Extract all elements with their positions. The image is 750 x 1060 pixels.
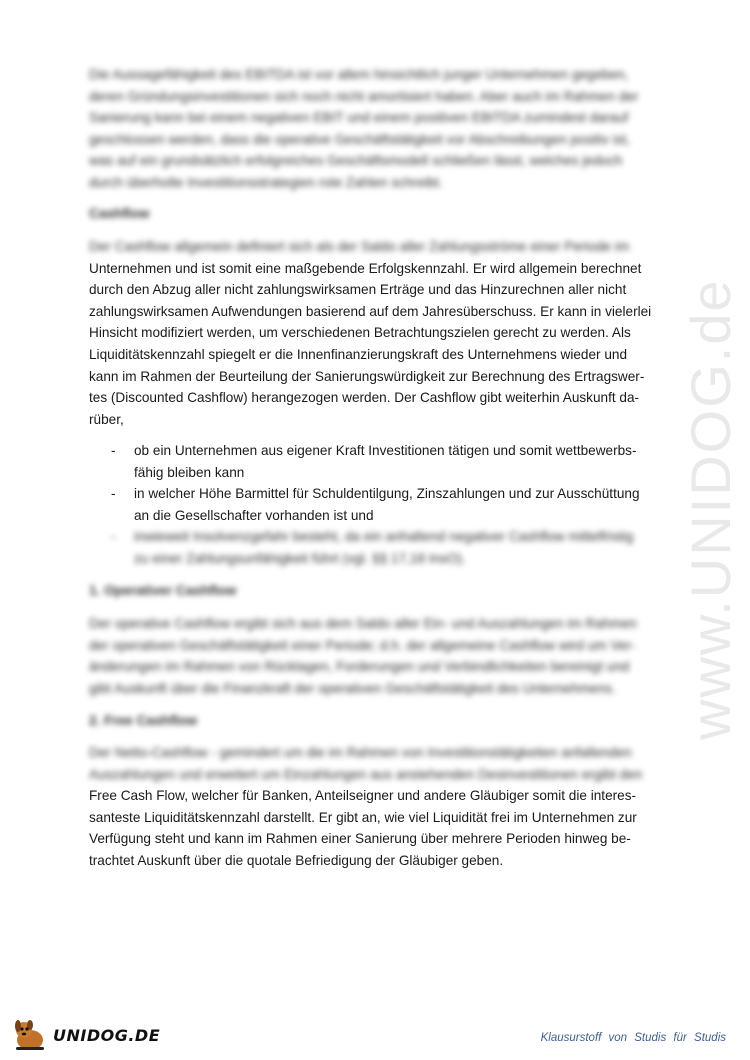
bullet-dash: - xyxy=(111,529,116,545)
text-line: deren Gründungsinvestitionen sich noch nicht amortisiert haben. Aber auch im Rahmen der xyxy=(89,88,639,104)
text-line: rüber, xyxy=(89,411,124,427)
list-item xyxy=(89,440,669,483)
heading-operativer-cashflow: 1. Operativer Cashflow xyxy=(89,583,237,598)
text-line: Liquiditätskennzahl spiegelt er die Innenfinanzierungskraft des Unternehmens wieder und xyxy=(89,346,628,362)
text-line: Der Netto-Cashflow - gemindert um die im Rahmen von Investitionstätigkeiten anfallenden xyxy=(89,745,632,760)
text-line: der operativen Geschäftstätigkeit einer Periode; d.h. der allgemeine Cashflow wird um Ver- xyxy=(89,637,636,653)
logo-text: UNIDOG.DE xyxy=(53,1026,161,1045)
heading-cashflow: Cashflow xyxy=(89,206,150,221)
text-line: durch den Abzug aller nicht zahlungswirksamen Erträge und das Hinzurechnen aller nicht xyxy=(89,282,627,298)
text-line: Unternehmen und ist somit eine maßgebende Erfolgskennzahl. Er wird allgemein berechnet xyxy=(89,260,642,276)
watermark: www.UNIDOG.de xyxy=(679,278,742,740)
text-line: inwieweit Insolvenzgefahr besteht, da ein anhaltend negativer Cashflow mittelfristig xyxy=(134,529,634,545)
text-line: Auszahlungen und erweitert um Einzahlungen aus anstehenden Desinvestitionen ergibt den xyxy=(89,766,643,782)
text-line: in welcher Höhe Barmittel für Schuldentilgung, Zinszahlungen und zur Ausschüttung xyxy=(134,486,640,502)
heading-free-cashflow: 2. Free Cashflow xyxy=(89,713,198,728)
text-line: durch überholte Investitionsstrategien rote Zahlen schreibt. xyxy=(89,174,443,190)
text-line: Die Aussagefähigkeit des EBITDA ist vor allem hinsichtlich junger Unternehmen gegeben, xyxy=(89,67,629,82)
text-line: Verfügung steht und kann im Rahmen einer Sanierung über mehrere Perioden hinweg be- xyxy=(89,831,631,847)
intro-paragraph xyxy=(89,64,655,194)
dog-mascot-icon xyxy=(8,1018,52,1052)
text-line: gibt Auskunft über die Finanzkraft der operativen Geschäftstätigkeit des Unternehmens. xyxy=(89,680,616,696)
unidog-logo[interactable] xyxy=(8,1018,168,1052)
free-cashflow-paragraph xyxy=(89,742,655,872)
list-item xyxy=(89,526,669,569)
text-line: ob ein Unternehmen aus eigener Kraft Investitionen tätigen und somit wettbewerbs- xyxy=(134,443,637,458)
text-line: Der Cashflow allgemein definiert sich als der Saldo aller Zahlungsströme einer Periode im xyxy=(89,239,630,254)
text-line: Sanierung kann bei einem negativen EBIT und einem positiven EBITDA zumindest darauf xyxy=(89,110,629,126)
text-line: an die Gesellschafter vorhanden ist und xyxy=(134,507,374,523)
text-line: was auf ein grundsätzlich erfolgreiches Geschäftsmodell schließen lässt, welches jedoch xyxy=(89,153,623,169)
bullet-dash: - xyxy=(111,486,116,502)
text-line: santeste Liquiditätskennzahl darstellt. Er gibt an, wie viel Liquidität frei im Unternehmen zur xyxy=(89,809,637,825)
text-line: fähig bleiben kann xyxy=(134,464,245,480)
text-line: kann im Rahmen der Beurteilung der Sanierungswürdigkeit zur Berechnung des Ertragswer- xyxy=(89,368,645,384)
text-line: zahlungswirksamen Aufwendungen basierend auf dem Jahresüberschuss. Er kann in vielerlei xyxy=(89,303,652,319)
footer-tagline: Klausurstoff von Studis für Studis xyxy=(540,1032,726,1044)
text-line: zu einer Zahlungsunfähigkeit führt (vgl. §§ 17,18 InsO). xyxy=(134,550,466,566)
text-line: tes (Discounted Cashflow) herangezogen werden. Der Cashflow gibt weiterhin Auskunft da- xyxy=(89,390,640,406)
text-line: Der operative Cashflow ergibt sich aus dem Saldo aller Ein- und Auszahlungen im Rahmen xyxy=(89,616,637,631)
bullet-list xyxy=(89,440,669,570)
operativ-paragraph xyxy=(89,613,655,699)
cashflow-paragraph xyxy=(89,236,655,430)
text-line: Hinsicht modifiziert werden, um verschiedenen Betrachtungszielen gerecht zu werden. Als xyxy=(89,325,631,341)
text-line: geschlossen werden, dass die operative Geschäftstätigkeit vor Abschreibungen positiv ist, xyxy=(89,131,631,147)
list-item xyxy=(89,483,669,526)
text-line: trachtet Auskunft über die quotale Befriedigung der Gläubiger geben. xyxy=(89,852,504,868)
text-line: änderungen im Rahmen von Rücklagen, Forderungen und Verbindlichkeiten bereinigt und xyxy=(89,659,630,675)
bullet-dash: - xyxy=(111,443,116,458)
text-line: Free Cash Flow, welcher für Banken, Anteilseigner und andere Gläubiger somit die interes- xyxy=(89,788,637,804)
